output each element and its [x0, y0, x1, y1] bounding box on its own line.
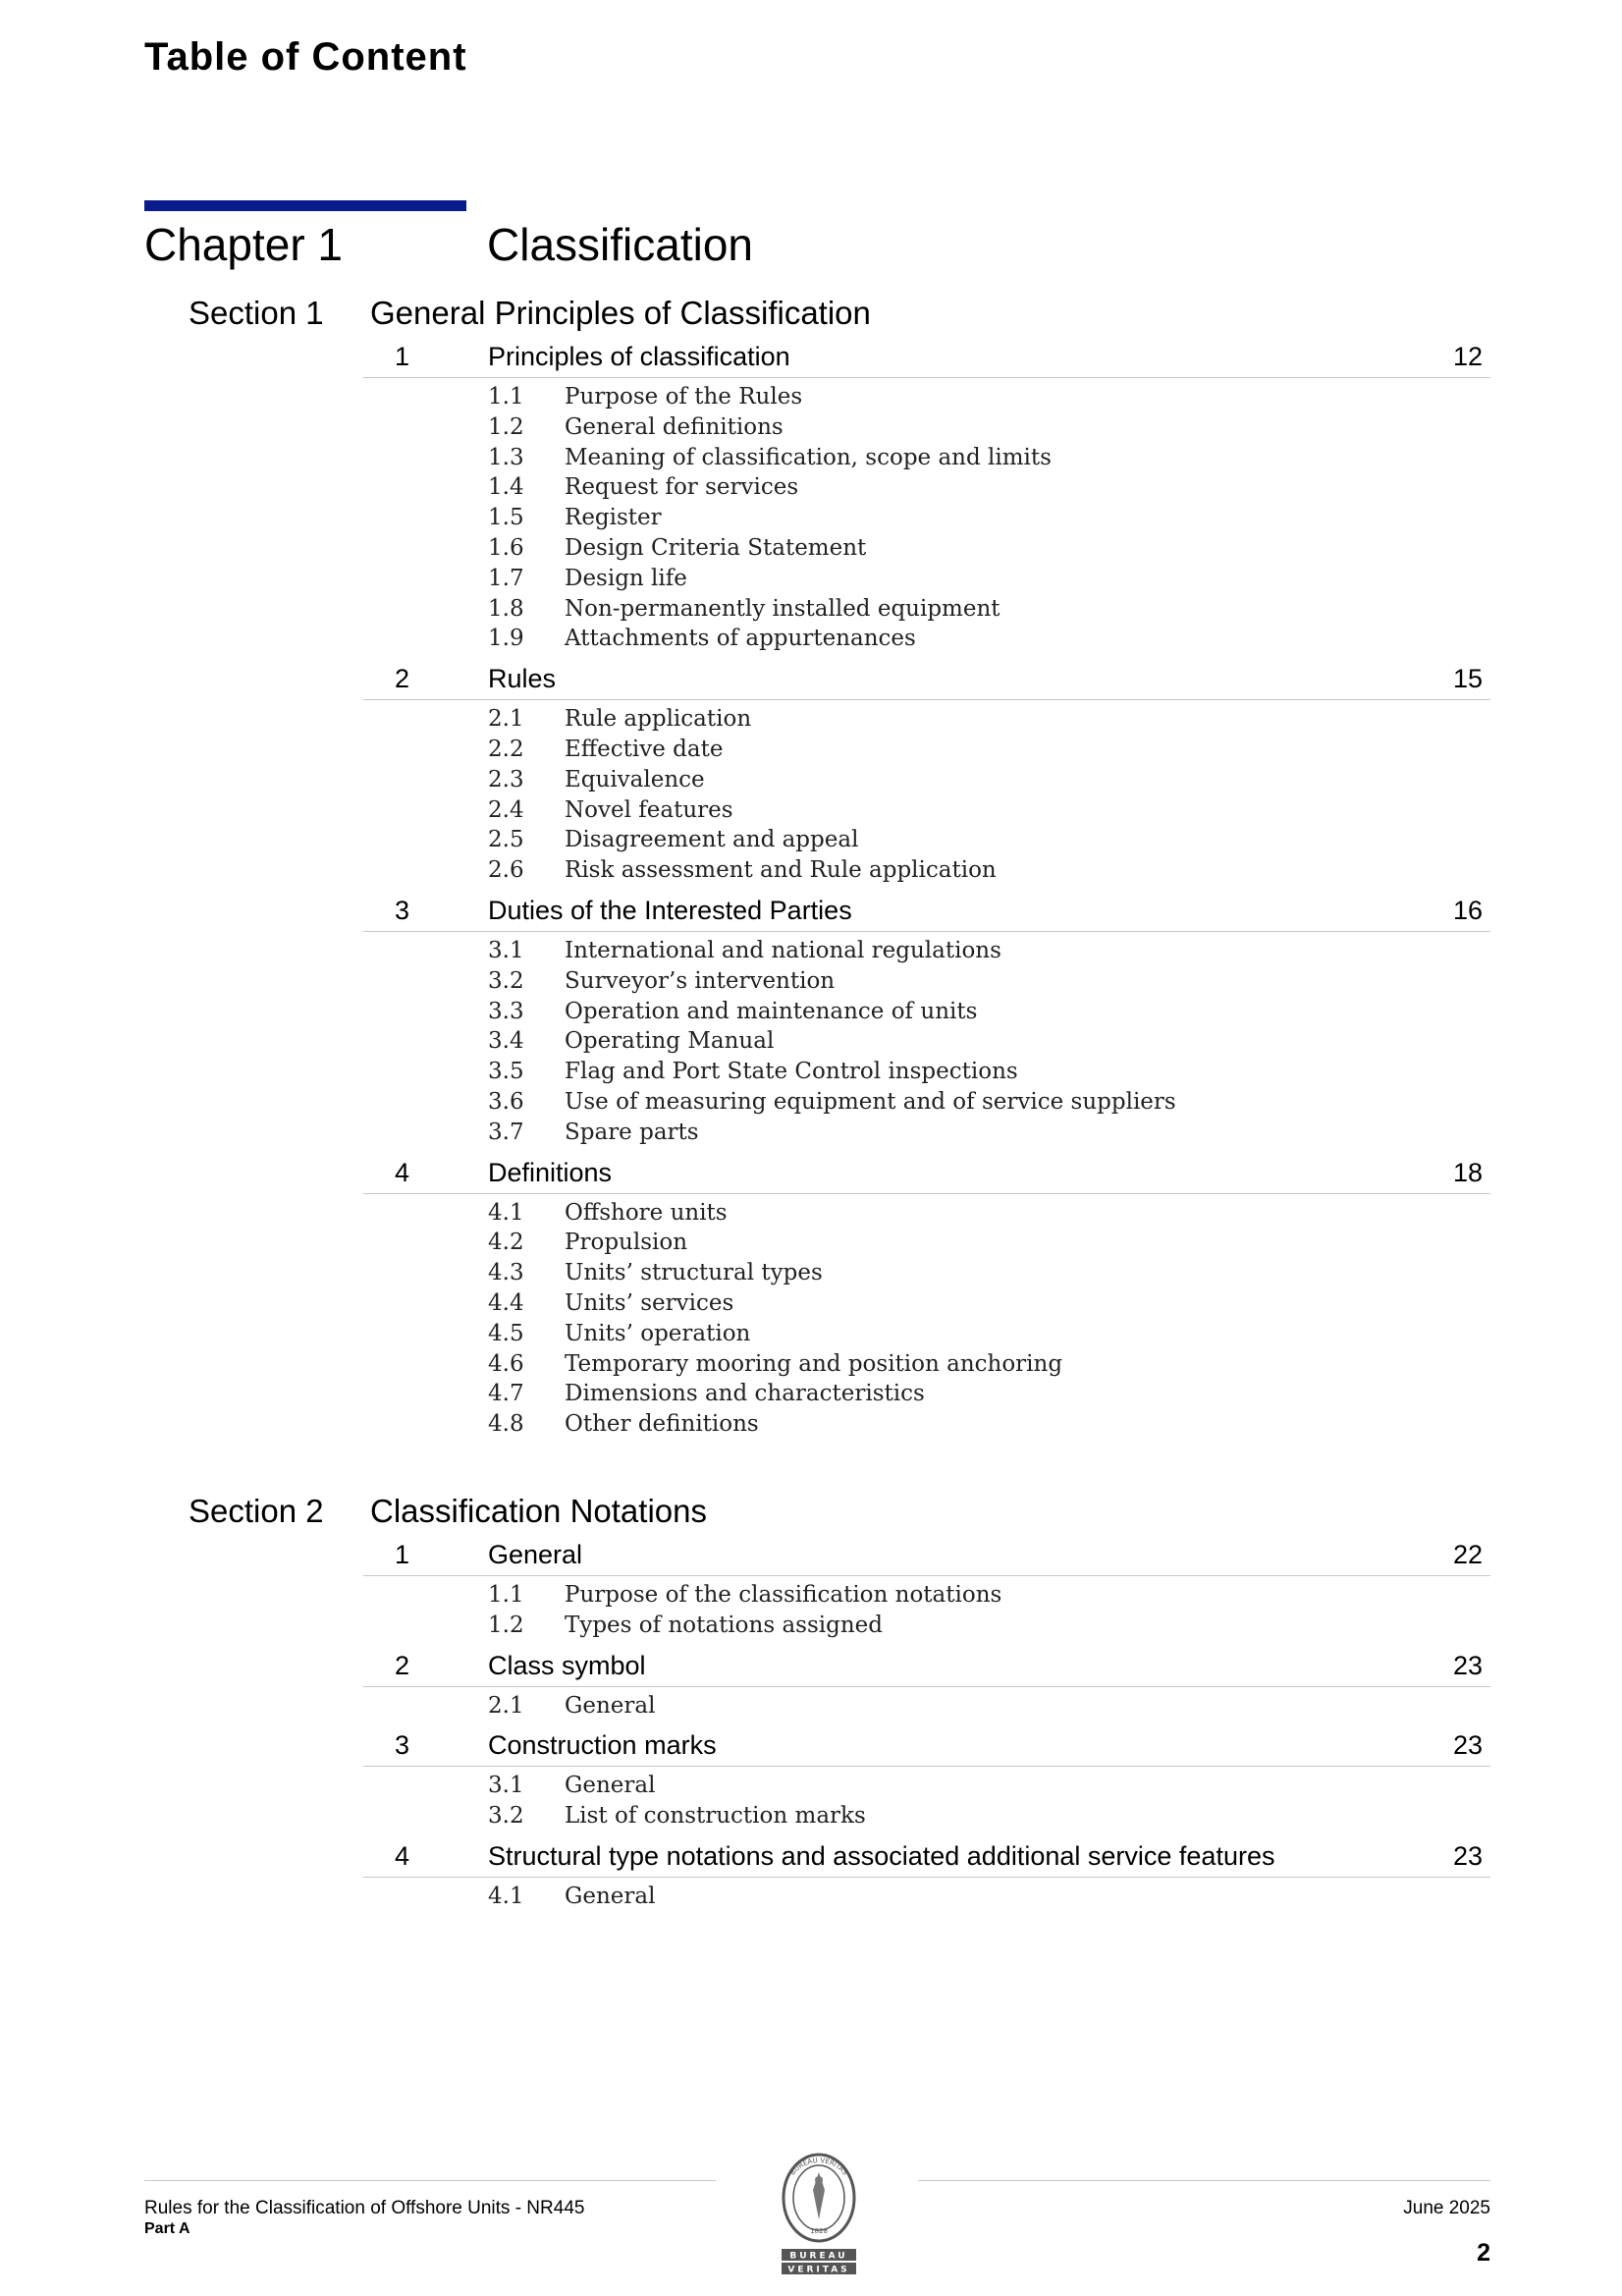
subitem-title: Propulsion	[565, 1230, 688, 1256]
toc-subitem[interactable]	[363, 1351, 1490, 1382]
subitem-title: Use of measuring equipment and of service suppliers	[565, 1088, 1176, 1115]
toc-subitem[interactable]	[363, 1582, 1490, 1613]
toc-subitem[interactable]	[363, 827, 1490, 857]
subitem-title: Units’ operation	[565, 1320, 751, 1346]
subitem-number: 1.1	[488, 1582, 524, 1608]
subitem-title: Design Criteria Statement	[565, 534, 867, 561]
toc-subitems	[363, 1576, 1490, 1643]
subitem-title: Effective date	[565, 736, 724, 762]
toc-subitems	[363, 378, 1490, 656]
toc-subitem[interactable]	[363, 999, 1490, 1029]
toc-subitem[interactable]	[363, 857, 1490, 888]
toc-subitem[interactable]	[363, 1260, 1490, 1290]
article-number: 3	[395, 896, 410, 925]
toc-subitem[interactable]	[363, 1230, 1490, 1260]
subitem-number: 3.2	[488, 1803, 524, 1830]
subitem-title: General	[565, 1773, 656, 1799]
subitem-number: 2.5	[488, 827, 524, 853]
footer-part: Part A	[144, 2220, 190, 2237]
article-number: 1	[395, 1540, 410, 1569]
subitem-title: Risk assessment and Rule application	[565, 857, 997, 884]
subitem-number: 4.6	[488, 1350, 524, 1377]
toc-subitem[interactable]	[363, 1028, 1490, 1059]
toc-subitem[interactable]	[363, 384, 1490, 414]
chapter-label: Chapter 1	[144, 219, 344, 270]
subitem-number: 4.1	[488, 1884, 524, 1909]
article-number: 1	[395, 342, 410, 371]
subitem-number: 3.4	[488, 1028, 524, 1055]
toc-article[interactable]	[363, 1651, 1490, 1723]
subitem-number: 2.4	[488, 796, 524, 823]
toc-subitem[interactable]	[363, 596, 1490, 627]
toc-subitem[interactable]	[363, 767, 1490, 797]
toc-article-heading[interactable]	[363, 1158, 1490, 1194]
subitem-title: Rule application	[565, 706, 752, 733]
subitem-title: Register	[565, 505, 662, 531]
toc-subitem[interactable]	[363, 445, 1490, 475]
toc-subitem[interactable]	[363, 566, 1490, 596]
subitem-number: 3.6	[488, 1088, 524, 1115]
toc-article[interactable]	[363, 1841, 1490, 1914]
article-title: Duties of the Interested Parties	[488, 896, 852, 925]
subitem-number: 1.4	[488, 474, 524, 501]
chapter-title: Classification	[487, 219, 753, 270]
toc-subitem[interactable]	[363, 626, 1490, 656]
toc-subitem[interactable]	[363, 1059, 1490, 1089]
toc-article-heading[interactable]	[363, 1651, 1490, 1687]
subitem-number: 1.5	[488, 505, 524, 531]
subitem-number: 2.1	[488, 706, 524, 733]
toc-article-heading[interactable]	[363, 896, 1490, 932]
article-page-number: 23	[1452, 1730, 1483, 1761]
subitem-title: Design life	[565, 565, 687, 591]
subitem-title: General	[565, 1692, 656, 1719]
article-number: 2	[395, 664, 410, 694]
toc-article-heading[interactable]	[363, 1540, 1490, 1576]
bureau-veritas-logo	[770, 2151, 868, 2278]
toc-subitem[interactable]	[363, 797, 1490, 828]
article-number: 4	[395, 1841, 410, 1871]
subitem-title: Attachments of appurtenances	[565, 626, 916, 652]
subitem-title: Operation and maintenance of units	[565, 998, 978, 1024]
article-number: 3	[395, 1730, 410, 1761]
subitem-title: Purpose of the Rules	[565, 384, 803, 410]
toc-subitems	[363, 1687, 1490, 1723]
toc-subitem[interactable]	[363, 737, 1490, 767]
toc-subitem[interactable]	[363, 1411, 1490, 1442]
toc-article[interactable]	[363, 1730, 1490, 1833]
section-title: Classification Notations	[370, 1493, 707, 1529]
article-page-number: 23	[1452, 1650, 1483, 1680]
subitem-number: 4.3	[488, 1260, 524, 1286]
article-number: 4	[395, 1157, 410, 1187]
subitem-title: Offshore units	[565, 1199, 728, 1226]
toc-article-heading[interactable]	[363, 664, 1490, 700]
article-title: Construction marks	[488, 1730, 717, 1761]
toc-subitem[interactable]	[363, 505, 1490, 535]
article-title: Structural type notations and associated additional service features	[488, 1841, 1275, 1871]
toc-subitem[interactable]	[363, 1321, 1490, 1351]
subitem-number: 4.5	[488, 1320, 524, 1346]
toc-subitems	[363, 1878, 1490, 1914]
subitem-number: 1.7	[488, 565, 524, 591]
subitem-number: 1.6	[488, 534, 524, 561]
subitem-number: 1.2	[488, 413, 524, 440]
subitem-title: Surveyor’s intervention	[565, 967, 836, 994]
article-page-number: 15	[1452, 664, 1483, 694]
toc-subitem[interactable]	[363, 706, 1490, 737]
subitem-number: 4.4	[488, 1289, 524, 1316]
toc-subitem[interactable]	[363, 1290, 1490, 1321]
subitem-title: Flag and Port State Control inspections	[565, 1059, 1018, 1085]
subitem-title: International and national regulations	[565, 938, 1001, 963]
article-page-number: 16	[1452, 896, 1483, 925]
subitem-number: 4.2	[488, 1230, 524, 1256]
subitem-title: List of construction marks	[565, 1803, 866, 1830]
toc-article-heading[interactable]	[363, 1730, 1490, 1767]
article-page-number: 12	[1452, 342, 1483, 371]
toc-article-heading[interactable]	[363, 1841, 1490, 1878]
section-label: Section 2	[189, 1493, 324, 1529]
toc-subitem[interactable]	[363, 1773, 1490, 1803]
subitem-number: 2.6	[488, 857, 524, 884]
footer-document-title: Rules for the Classification of Offshore Units - NR445	[144, 2198, 585, 2218]
footer-date: June 2025	[1403, 2198, 1490, 2218]
subitem-number: 3.1	[488, 938, 524, 963]
subitem-title: Types of notations assigned	[565, 1612, 883, 1638]
toc-article[interactable]	[363, 664, 1490, 888]
subitem-title: Purpose of the classification notations	[565, 1582, 1002, 1608]
toc-subitem[interactable]	[363, 938, 1490, 968]
article-page-number: 22	[1452, 1540, 1483, 1569]
subitem-number: 4.8	[488, 1411, 524, 1438]
toc-article[interactable]	[363, 342, 1490, 656]
toc-article[interactable]	[363, 1540, 1490, 1643]
subitem-number: 2.2	[488, 736, 524, 762]
toc-subitem[interactable]	[363, 1803, 1490, 1833]
subitem-title: Other definitions	[565, 1411, 759, 1438]
logo-line2: VERITAS	[787, 2265, 850, 2275]
chapter-accent-bar	[144, 200, 466, 211]
toc-subitem[interactable]	[363, 535, 1490, 566]
toc-subitem[interactable]	[363, 1120, 1490, 1150]
subitem-title: Meaning of classification, scope and limits	[565, 444, 1052, 470]
toc-subitem[interactable]	[363, 1613, 1490, 1643]
article-page-number: 18	[1452, 1157, 1483, 1187]
toc-subitems	[363, 1194, 1490, 1442]
subitem-number: 4.7	[488, 1381, 524, 1407]
footer-divider-right	[918, 2180, 1490, 2181]
article-title: Class symbol	[488, 1650, 646, 1680]
subitem-title: Request for services	[565, 474, 799, 501]
footer-divider-left	[144, 2180, 716, 2181]
subitem-number: 1.3	[488, 444, 524, 470]
subitem-title: Spare parts	[565, 1119, 699, 1145]
article-title: General	[488, 1540, 583, 1569]
subitem-title: Dimensions and characteristics	[565, 1381, 925, 1407]
article-number: 2	[395, 1650, 410, 1680]
logo-line1: BUREAU	[789, 2251, 848, 2262]
toc-subitem[interactable]	[363, 1884, 1490, 1914]
section-title: General Principles of Classification	[370, 295, 871, 331]
subitem-title: Operating Manual	[565, 1028, 775, 1055]
subitem-number: 1.2	[488, 1612, 524, 1638]
toc-subitem[interactable]	[363, 1693, 1490, 1723]
subitem-title: Units’ structural types	[565, 1260, 823, 1286]
article-title: Definitions	[488, 1157, 613, 1187]
subitem-title: General definitions	[565, 413, 784, 440]
subitem-number: 1.9	[488, 626, 524, 652]
article-title: Principles of classification	[488, 342, 790, 371]
toc-article[interactable]	[363, 896, 1490, 1150]
subitem-number: 3.2	[488, 967, 524, 994]
subitem-number: 1.1	[488, 384, 524, 410]
article-page-number: 23	[1452, 1841, 1483, 1871]
logo-year: 1828	[810, 2227, 828, 2235]
toc-article-heading[interactable]	[363, 342, 1490, 378]
page-header-title: Table of Content	[144, 35, 467, 79]
toc-subitems	[363, 700, 1490, 888]
footer-page-number: 2	[1477, 2239, 1490, 2267]
subitem-title: Novel features	[565, 796, 733, 823]
toc-subitem[interactable]	[363, 414, 1490, 445]
toc-subitem[interactable]	[363, 1200, 1490, 1230]
subitem-title: Units’ services	[565, 1289, 734, 1316]
subitem-title: Equivalence	[565, 766, 705, 793]
subitem-title: Non-permanently installed equipment	[565, 595, 1000, 622]
subitem-title: Temporary mooring and position anchoring	[565, 1350, 1063, 1377]
toc-subitem[interactable]	[363, 474, 1490, 505]
section-label: Section 1	[189, 295, 324, 331]
subitem-number: 3.3	[488, 998, 524, 1024]
toc-subitems	[363, 1767, 1490, 1833]
toc-subitem[interactable]	[363, 1089, 1490, 1120]
toc-subitem[interactable]	[363, 968, 1490, 999]
logo-ring-text: BUREAU VERITAS	[788, 2156, 849, 2177]
subitem-number: 4.1	[488, 1199, 524, 1226]
toc-subitem[interactable]	[363, 1381, 1490, 1411]
subitem-number: 2.3	[488, 766, 524, 793]
toc-subitems	[363, 932, 1490, 1150]
subitem-number: 3.1	[488, 1773, 524, 1799]
article-title: Rules	[488, 664, 557, 694]
subitem-number: 3.5	[488, 1059, 524, 1085]
subitem-title: General	[565, 1884, 656, 1909]
subitem-title: Disagreement and appeal	[565, 827, 859, 853]
subitem-number: 1.8	[488, 595, 524, 622]
subitem-number: 2.1	[488, 1692, 524, 1719]
subitem-number: 3.7	[488, 1119, 524, 1145]
toc-article[interactable]	[363, 1158, 1490, 1442]
